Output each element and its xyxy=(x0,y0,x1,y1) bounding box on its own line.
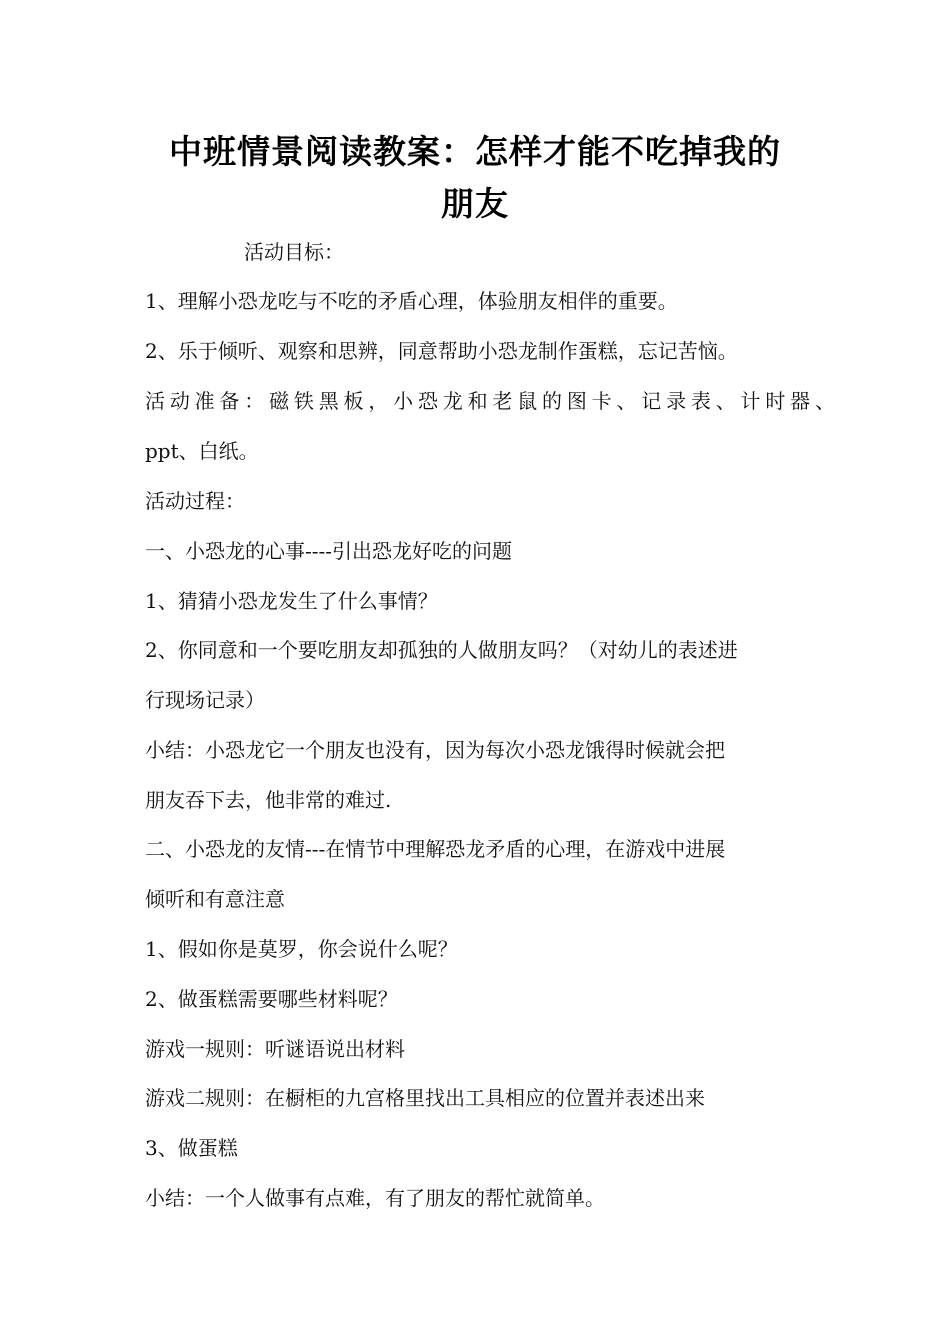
document-title-line-2: 朋友 xyxy=(441,184,509,223)
process-part-1-heading: 一、小恐龙的心事----引出恐龙好吃的问题 xyxy=(145,539,513,563)
process-part-2-heading-line-2: 倾听和有意注意 xyxy=(145,887,285,911)
process-part-1-item-1: 1、猜猜小恐龙发生了什么事情？ xyxy=(145,589,438,613)
preparation-line-1: 活动准备：磁铁黑板，小恐龙和老鼠的图卡、记录表、计时器、 xyxy=(145,389,835,413)
process-part-2-item-1: 1、假如你是莫罗，你会说什么呢？ xyxy=(145,937,458,961)
objective-item-2: 2、乐于倾听、观察和思辨，同意帮助小恐龙制作蛋糕，忘记苦恼。 xyxy=(145,339,738,363)
game-2-rule: 游戏二规则：在橱柜的九宫格里找出工具相应的位置并表述出来 xyxy=(145,1086,705,1110)
section-heading-process: 活动过程： xyxy=(145,489,245,513)
game-1-rule: 游戏一规则：听谜语说出材料 xyxy=(145,1037,405,1061)
process-part-2-heading-line-1: 二、小恐龙的友情---在情节中理解恐龙矛盾的心理，在游戏中进展 xyxy=(145,837,726,861)
section-heading-objectives: 活动目标： xyxy=(244,240,344,264)
summary-1-line-2: 朋友吞下去，他非常的难过. xyxy=(145,788,392,812)
summary-1-line-1: 小结：小恐龙它一个朋友也没有，因为每次小恐龙饿得时候就会把 xyxy=(145,738,725,762)
objective-item-1: 1、理解小恐龙吃与不吃的矛盾心理，体验朋友相伴的重要。 xyxy=(145,289,678,313)
process-part-2-item-2: 2、做蛋糕需要哪些材料呢？ xyxy=(145,987,398,1011)
process-part-1-item-2-line-2: 行现场记录） xyxy=(145,688,265,712)
process-part-1-item-2-line-1: 2、你同意和一个要吃朋友却孤独的人做朋友吗？（对幼儿的表述进 xyxy=(145,638,738,662)
preparation-line-2: ppt、白纸。 xyxy=(145,439,259,463)
summary-2: 小结：一个人做事有点难，有了朋友的帮忙就简单。 xyxy=(145,1186,605,1210)
document-title-line-1: 中班情景阅读教案：怎样才能不吃掉我的 xyxy=(169,132,781,171)
process-part-2-item-3: 3、做蛋糕 xyxy=(145,1136,238,1160)
